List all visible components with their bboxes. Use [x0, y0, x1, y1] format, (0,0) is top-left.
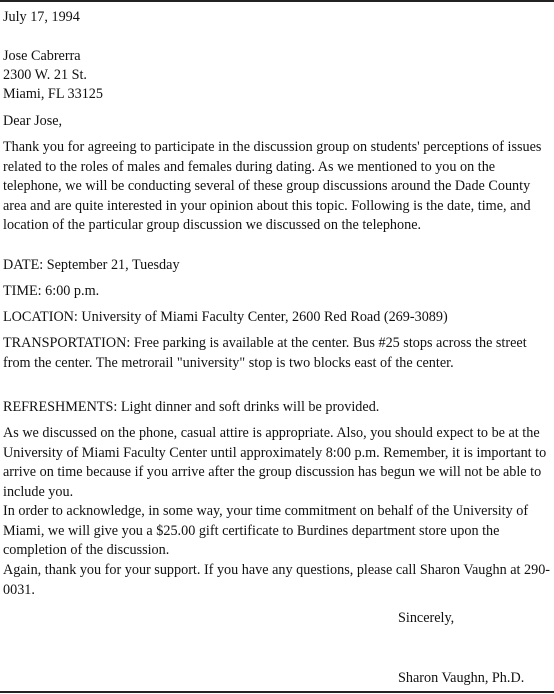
salutation: Dear Jose,	[3, 113, 63, 129]
paragraph-location: LOCATION: University of Miami Faculty Center, 2600 Red Road (269-3089)	[3, 309, 448, 325]
top-rule	[0, 0, 554, 2]
paragraph-closing-thanks: Again, thank you for your support. If you have any questions, please call Sharon Vaughn at 290-0031.	[3, 562, 551, 598]
letter-date: July 17, 1994	[3, 9, 80, 25]
closing: Sincerely,	[398, 610, 455, 626]
paragraph-intro: Thank you for agreeing to participate in the discussion group on students' perceptions of issues related to the roles of males and females during dating. As we mentioned to you on the telephone, we will be conducting several of these group discussions around the Dade County area and are quite interested in your opinion about this topic. Following is the date, time, and location of the particular group discussion we discussed on the telephone.	[3, 139, 542, 233]
bottom-rule	[0, 691, 554, 693]
paragraph-attire: As we discussed on the phone, casual attire is appropriate. Also, you should expect to be at the University of Miami Faculty Center until approximately 8:00 p.m. Remember, it is important to arrive on time because if you arrive after the group discussion has begun we will not be able to include you.	[3, 425, 547, 500]
recipient-name: Jose Cabrerra	[3, 48, 81, 64]
paragraph-time: TIME: 6:00 p.m.	[3, 283, 100, 299]
paragraph-date: DATE: September 21, Tuesday	[3, 257, 180, 273]
paragraph-gift-certificate: In order to acknowledge, in some way, your time commitment on behalf of the University of Miami, we will give you a $25.00 gift certificate to Burdines department store upon the completion of the discussion.	[3, 503, 529, 558]
recipient-street: 2300 W. 21 St.	[3, 67, 87, 83]
signatory: Sharon Vaughn, Ph.D.	[398, 670, 525, 686]
paragraph-refreshments: REFRESHMENTS: Light dinner and soft drinks will be provided.	[3, 399, 380, 415]
recipient-city-state-zip: Miami, FL 33125	[3, 86, 103, 102]
paragraph-transportation: TRANSPORTATION: Free parking is available at the center. Bus #25 stops across the street from the center. The metrorail "university" stop is two blocks east of the center.	[3, 335, 527, 371]
